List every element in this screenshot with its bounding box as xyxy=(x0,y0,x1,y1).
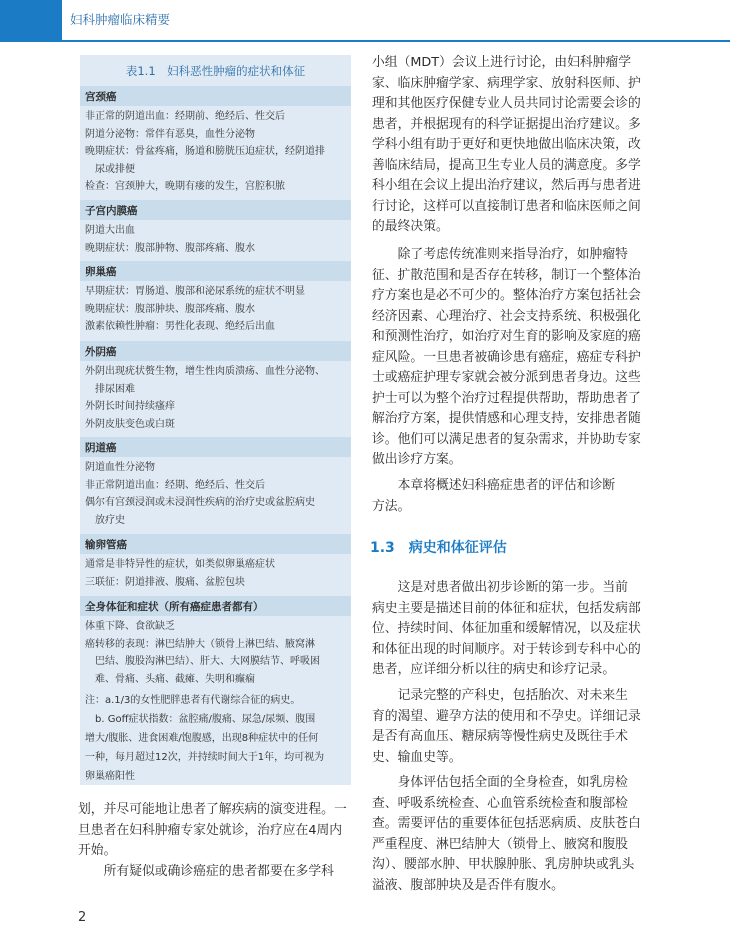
body-line: 这是对患者做出初步诊断的第一步。当前 xyxy=(372,580,628,595)
running-title: 妇科肿瘤临床精要 xyxy=(70,12,171,27)
table-row: 偶尔有宫颈浸润或未浸润性疾病的治疗史或盆腔病史 xyxy=(85,497,315,508)
body-line: 育的渴望、避孕方法的使用和不孕史。详细记录 xyxy=(372,708,641,724)
body-line: 症风险。一旦患者被确诊患有癌症，癌症专科护 xyxy=(372,349,641,365)
table-note: 注：a.1/3的女性肥胖患者有代谢综合征的病史。 xyxy=(85,695,301,706)
body-line: 学科小组有助于更好和更快地做出临床决策，改 xyxy=(372,137,641,152)
table-section-header xyxy=(80,596,351,616)
body-line: 护士可以为整个治疗过程提供帮助，帮助患者了 xyxy=(372,390,641,406)
table-row: 阴道分泌物：常伴有恶臭，血性分泌物 xyxy=(85,128,255,140)
table-row: 晚期症状：骨盆疼痛，肠道和膀胱压迫症状，经阴道排 xyxy=(85,146,325,157)
body-line: 患者，应详细分析以往的病史和诊疗记录。 xyxy=(372,662,616,677)
table-row: 外阴长时间持续瘙痒 xyxy=(85,401,175,412)
body-line: 小组（MDT）会议上进行讨论，由妇科肿瘤学 xyxy=(372,55,632,70)
table-row: 排尿困难 xyxy=(85,383,135,395)
body-line: 诊。他们可以满足患者的复杂需求，并协助专家 xyxy=(372,431,641,447)
body-line: 和预测性治疗，如治疗对生育的影响及家庭的癌 xyxy=(372,329,641,344)
body-line: 家、临床肿瘤学家、病理学家、放射科医师、护 xyxy=(372,75,641,91)
table-note: 一种，每月超过12次，并持续时间大于1年，均可视为 xyxy=(85,752,325,763)
table-row: 放疗史 xyxy=(85,514,125,526)
section-label: 阴道癌 xyxy=(85,442,117,454)
body-line: 患者，并根据现有的科学证据提出治疗建议。多 xyxy=(372,116,641,132)
table-row: 尿或排便 xyxy=(85,163,135,175)
table-row: 通常是非特异性的症状，如类似卵巢癌症状 xyxy=(85,559,275,570)
section-label: 宫颈癌 xyxy=(85,91,117,103)
table-row: 外阴出现疣状赘生物，增生性肉质溃疡、血性分泌物、 xyxy=(85,366,325,377)
table-row: 激素依赖性肿瘤：男性化表现、绝经后出血 xyxy=(85,321,275,332)
section-heading: 1.3 病史和体征评估 xyxy=(370,540,507,556)
section-label: 全身体征和症状（所有癌症患者都有） xyxy=(85,601,264,613)
body-line: 解治疗方案，提供情感和心理支持，安排患者随 xyxy=(372,411,641,426)
body-line: 行讨论，这样可以直接制订患者和临床医师之间 xyxy=(372,198,641,214)
body-line: 善临床结局，提高卫生专业人员的满意度。多学 xyxy=(372,157,641,173)
page-header xyxy=(0,0,730,42)
body-line: 本章将概述妇科癌症患者的评估和诊断 xyxy=(372,478,616,493)
body-line: 所有疑似或确诊癌症的患者都要在多学科 xyxy=(78,863,334,879)
body-line: 做出诊疗方案。 xyxy=(372,452,462,467)
body-line: 沟）、腰部水肿、甲状腺肿胀、乳房肿块或乳头 xyxy=(372,857,635,872)
table-section-header xyxy=(80,86,351,106)
page-number: 2 xyxy=(78,910,87,925)
table-section-header xyxy=(80,437,351,457)
table-row: 早期症状：胃肠道、腹部和泌尿系统的症状不明显 xyxy=(85,286,305,297)
body-line: 经济因素、心理治疗、社会支持系统、积极强化 xyxy=(372,308,641,324)
table-row: 非正常阴道出血：经期、绝经后、性交后 xyxy=(85,479,265,491)
section-label: 外阴癌 xyxy=(85,346,117,358)
table-note: 增大/腹胀、进食困难/饱腹感，出现8种症状中的任何 xyxy=(85,733,319,744)
table-caption: 表1.1 妇科恶性肿瘤的症状和体征 xyxy=(125,64,306,78)
body-line: 是否有高血压、糖尿病等慢性病史及既往手术 xyxy=(372,729,628,744)
body-line: 位、持续时间、体征加重和缓解情况，以及症状 xyxy=(372,621,641,636)
body-line: 溢液、腹部肿块及是否伴有腹水。 xyxy=(372,877,564,893)
body-line: 士或癌症护理专家就会被分派到患者身边。这些 xyxy=(372,370,641,385)
table-row: 巴结、腹股沟淋巴结）、肝大、大网膜结节、呼吸困 xyxy=(85,656,320,667)
table-note: b. Goff症状指数：盆腔痛/腹痛、尿急/尿频、腹围 xyxy=(85,714,316,725)
body-line: 划，并尽可能地让患者了解疾病的演变进程。一 xyxy=(78,802,347,817)
table-note: 卵巢癌阳性 xyxy=(85,771,135,782)
table-row: 晚期症状：腹部肿块、腹部疼痛、腹水 xyxy=(85,303,255,315)
table-row: 阴道大出血 xyxy=(85,225,135,236)
header-color-block xyxy=(0,0,62,42)
body-line: 开始。 xyxy=(78,843,117,858)
table-row: 难、骨痛、头痛、截瘫、失明和癫痫 xyxy=(85,673,255,685)
table-row: 阴道血性分泌物 xyxy=(85,462,155,473)
body-line: 科小组在会议上提出治疗建议，然后再与患者进 xyxy=(372,178,641,193)
section-label: 卵巢癌 xyxy=(85,266,117,278)
table-section-header xyxy=(80,261,351,281)
body-line: 身体评估包括全面的全身检查，如乳房检 xyxy=(372,775,628,790)
body-line: 病史主要是描述目前的体征和症状，包括发病部 xyxy=(372,600,641,616)
table-section-header xyxy=(80,200,351,220)
body-line: 征、扩散范围和是否存在转移，制订一个整体治 xyxy=(372,267,641,283)
body-line: 和体征出现的时间顺序。对于转诊到专科中心的 xyxy=(372,641,641,657)
body-line: 旦患者在妇科肿瘤专家处就诊，治疗应在4周内 xyxy=(78,822,343,838)
table-section-header xyxy=(80,341,351,361)
symptom-table xyxy=(80,55,351,785)
table-row: 癌转移的表现：淋巴结肿大（锁骨上淋巴结、腋窝淋 xyxy=(85,638,315,650)
body-line: 严重程度、淋巴结肿大（锁骨上、腋窝和腹股 xyxy=(372,836,628,852)
body-line: 查。需要评估的重要体征包括恶病质、皮肤苍白 xyxy=(372,816,641,831)
body-line: 史、输血史等。 xyxy=(372,749,462,765)
section-label: 输卵管癌 xyxy=(85,539,127,551)
body-line: 疗方案也是必不可少的。整体治疗方案包括社会 xyxy=(372,288,641,303)
header-rule xyxy=(62,40,730,42)
table-row: 晚期症状：腹部肿物、腹部疼痛、腹水 xyxy=(85,242,255,254)
body-line: 的最终决策。 xyxy=(372,219,449,234)
body-line: 方法。 xyxy=(372,498,411,514)
table-row: 非正常的阴道出血：经期前、绝经后、性交后 xyxy=(85,111,285,122)
body-line: 除了考虑传统准则来指导治疗，如肿瘤特 xyxy=(372,247,628,262)
table-row: 外阴皮肤变色或白斑 xyxy=(85,418,175,430)
table-section-header xyxy=(80,534,351,554)
body-line: 记录完整的产科史，包括胎次、对未来生 xyxy=(372,688,628,703)
table-row: 三联征：阴道排液、腹痛、盆腔包块 xyxy=(85,576,245,588)
section-label: 子宫内膜癌 xyxy=(85,205,138,217)
table-row: 体重下降、食欲缺乏 xyxy=(85,621,175,632)
body-line: 理和其他医疗保健专业人员共同讨论需要会诊的 xyxy=(372,96,641,111)
table-row: 检查：宫颈肿大，晚期有瘘的发生，宫腔积脓 xyxy=(85,181,285,192)
body-line: 查、呼吸系统检查、心血管系统检查和腹部检 xyxy=(372,795,628,811)
